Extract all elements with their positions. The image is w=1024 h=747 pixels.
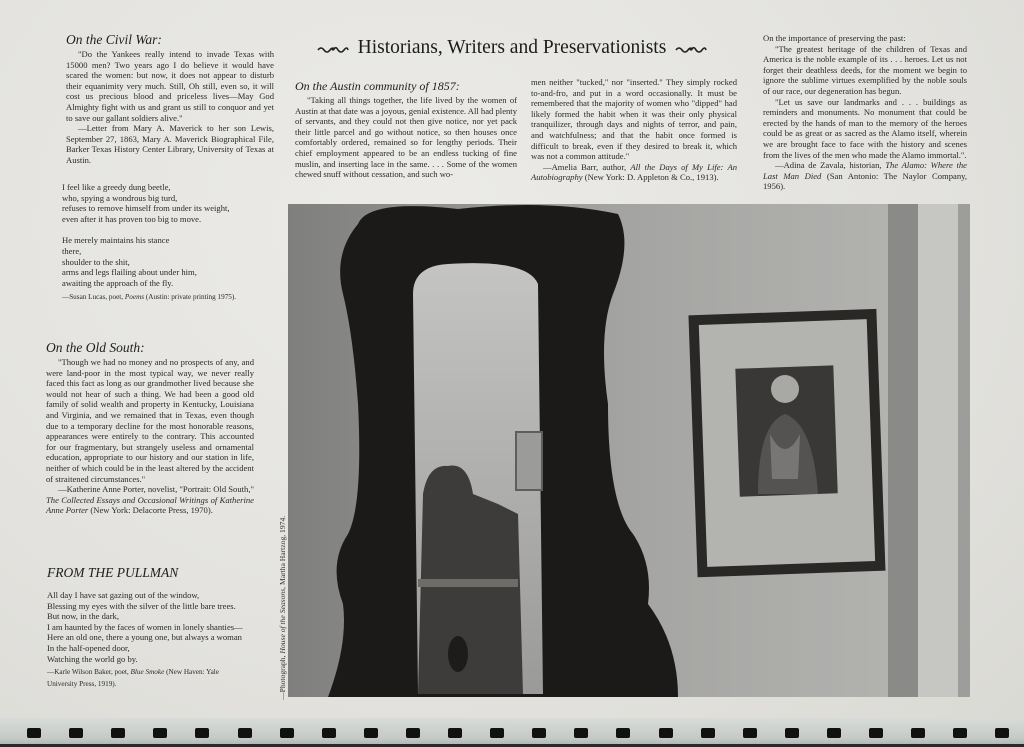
binding-hole-icon	[280, 728, 294, 738]
binding-hole-icon	[785, 728, 799, 738]
binding-hole-icon	[911, 728, 925, 738]
austin-continued	[531, 77, 737, 183]
binding-hole-icon	[574, 728, 588, 738]
preserving-quote-1: "The greatest heritage of the children of Texas and America is the noble example of its . . . heroes. Let us not forget their deathless deeds, for the moment we begin to ignore the sublime virtues exemplified by the noble souls of our race, our degeneration has begun.	[763, 43, 967, 96]
ornament-left-icon	[317, 44, 349, 54]
binding-hole-icon	[69, 728, 83, 738]
old-south-heading: On the Old South:	[46, 340, 145, 355]
pullman-heading: FROM THE PULLMAN	[47, 565, 179, 580]
mirror-and-portrait-photo	[288, 204, 970, 697]
old-south-section	[46, 341, 254, 516]
binding-hole-icon	[701, 728, 715, 738]
binding-hole-icon	[532, 728, 546, 738]
photo-credit: —Photograph, House of the Seasons, Martha Hartzog, 1974.	[278, 515, 287, 700]
poem-line: Here an old one, there a young one, but always a woman	[47, 632, 242, 643]
binding-hole-icon	[953, 728, 967, 738]
austin-attribution: —Amelia Barr, author, All the Days of My Life: An Autobiography (New York: D. Appleton & Co., 1913).	[531, 161, 737, 183]
poem-line: He merely maintains his stance	[62, 235, 170, 246]
austin-section	[295, 79, 517, 180]
poem-line: who, spying a wondrous big turd,	[62, 192, 178, 203]
austin-quote-part1: "Taking all things together, the life lived by the women of Austin at that date was a joyous, genial existence. All had plenty of servants, and they could not then give notice, nor yet pack their little parcel and go without notice, so then houses once comfortably ordered, remained so for lengthy periods. Their chief employment appeared to be an endless tucking of fine muslin, and inserting lace in the same. . . . Some of the women chewed snuff without cessation, and such wo-	[295, 95, 517, 180]
preserving-attribution: —Adina de Zavala, historian, The Alamo: Where the Last Man Died (San Antonio: The Naylor Company, 1956).	[763, 160, 967, 192]
austin-quote-part2: men neither "tucked," nor "inserted." They simply rocked to-and-fro, and put in a word occasionally. It must be remembered that the majority of women who "dipped" had likely formed the habit when it was their only physical tranquilizer, through days and nights of terror, and pain, and watchfulness; and that the habit once formed is difficult to break, even if they desired to break it, which was not a common attitude."	[531, 77, 737, 162]
binding-hole-icon	[995, 728, 1009, 738]
preserving-quote-2: "Let us save our landmarks and . . . buildings as reminders and monuments. No monument that could be erected by the hands of man to the memory of the heroes could be as great or as sacred as the Alamo itself, wherein we are brought face to face with the history and scenes from the lives of the men who made the Alamo immortal.".	[763, 96, 967, 160]
poem-line: Blessing my eyes with the silver of the little bare trees.	[47, 600, 236, 611]
old-south-attribution: —Katherine Anne Porter, novelist, "Portrait: Old South," The Collected Essays and Occasional Writings of Katherine Anne Porter (New York: Delacorte Press, 1970).	[46, 484, 254, 516]
binding-hole-icon	[322, 728, 336, 738]
poem-stanza-1	[62, 182, 272, 224]
poem-line: awaiting the approach of the fly.	[62, 277, 174, 288]
binding-hole-icon	[153, 728, 167, 738]
photograph	[288, 204, 970, 697]
austin-heading: On the Austin community of 1857:	[295, 79, 460, 93]
binding-hole-icon	[111, 728, 125, 738]
binding-hole-icon	[659, 728, 673, 738]
pullman-attribution: —Karle Wilson Baker, poet, Blue Smoke (New Haven: Yale University Press, 1919).	[47, 668, 219, 689]
binding-hole-icon	[27, 728, 41, 738]
binding-hole-icon	[364, 728, 378, 738]
poem-line: Watching the world go by.	[47, 653, 138, 664]
ornament-right-icon	[675, 44, 707, 54]
poem-line: I am haunted by the faces of women in lonely shanties—	[47, 621, 243, 632]
poem-line: even after it has proven too big to move.	[62, 213, 202, 224]
poem-line: there,	[62, 245, 82, 256]
binding-hole-icon	[616, 728, 630, 738]
poem-line: All day I have sat gazing out of the window,	[47, 590, 200, 600]
civil-war-section	[66, 33, 274, 166]
preserving-section	[763, 33, 967, 192]
binding-hole-icon	[406, 728, 420, 738]
poem-line: refuses to remove himself from under its weight,	[62, 203, 230, 214]
civil-war-heading: On the Civil War:	[66, 32, 162, 47]
civil-war-attribution: —Letter from Mary A. Maverick to her son Lewis, September 27, 1863, Mary A. Maverick Biographical File, Barker Texas History Center Library, University of Texas at Austin.	[66, 123, 274, 165]
poem-line: In the half-opened door,	[47, 642, 130, 653]
binding-hole-icon	[869, 728, 883, 738]
page-title	[302, 36, 722, 60]
poem-line: shoulder to the shit,	[62, 256, 130, 267]
binding-hole-icon	[743, 728, 757, 738]
old-south-quote: "Though we had no money and no prospects of any, and were land-poor in the most typical way, we never really faced this fact as long as our grandmother lived because she would not hear of such a thing. We had been a good old family of solid wealth and property in Kentucky, Louisiana and Virginia, and we remained that in Texas, even though due to a temporary decline for the most honorable reasons, appearances were entirely to the contrary. This accounted for our fragmentary, but strangely useless and ornamental education, appropriate to our history and our station in life, neither of which could be in the least altered by the accident of straitened circumstances."	[46, 357, 254, 484]
poem-line: arms and legs flailing about under him,	[62, 267, 197, 278]
dung-beetle-attribution: —Susan Lucas, poet, Poems (Austin: private printing 1975).	[62, 293, 237, 302]
title-text: Historians, Writers and Preservationists	[357, 37, 667, 58]
pullman-poem	[47, 566, 272, 690]
poem-line: I feel like a greedy dung beetle,	[62, 182, 171, 192]
binding-hole-icon	[238, 728, 252, 738]
poem-stanza-2	[62, 235, 272, 288]
poem-line: But now, in the dark,	[47, 611, 120, 622]
binding-hole-icon	[195, 728, 209, 738]
binding-hole-icon	[490, 728, 504, 738]
binding-hole-icon	[448, 728, 462, 738]
binding-hole-icon	[827, 728, 841, 738]
civil-war-quote: "Do the Yankees really intend to invade Texas with 15000 men? Two years ago I do believe it would have scared the women: but now, it does not appear to disturb their equanimity very much. Still, Oh still, even so, it will cost us precious blood and priceless lives—May God Almighty fight with us and grant us still to conquor and yet to save our gallant soldiers alive."	[66, 49, 274, 123]
dung-beetle-poem	[62, 182, 272, 303]
preserving-heading: On the importance of preserving the past:	[763, 33, 906, 43]
